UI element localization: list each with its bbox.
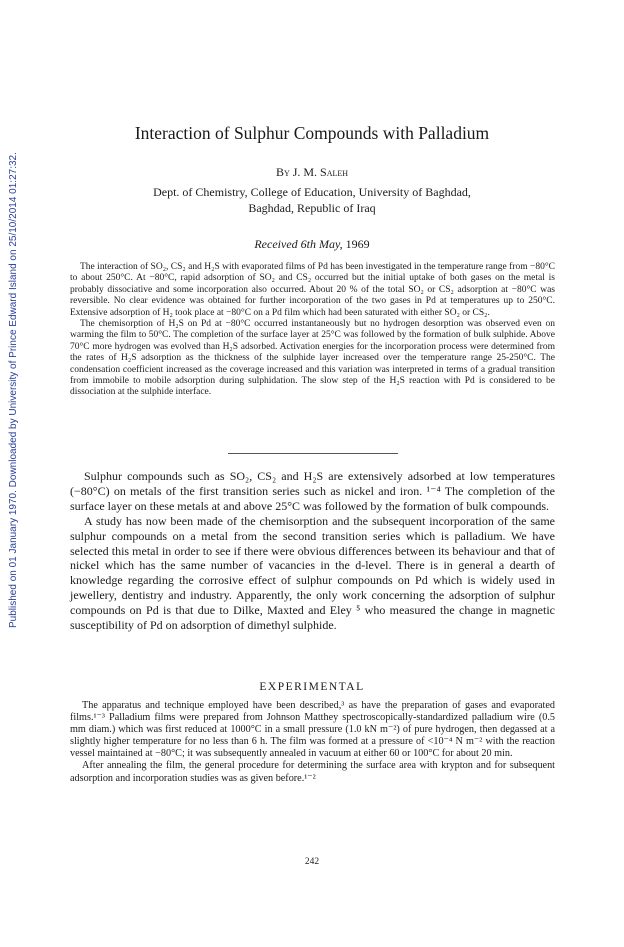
abstract-paragraph-2: The chemisorption of H₂S on Pd at −80°C occurred instantaneously but no hydrogen desorption was observed even on warming the film to 50°C. The completion of the surface layer at 25°C was followed by the formation of bulk sulphide. Above 70°C more hydrogen was evolved than H₂S adsorbed. Activation energies for the incorporation process were determined from the rates of H₂S adsorption as the thickness of the sulphide layer increased over the temperature range 25-250°C. The condensation coefficient increased as the coverage increased and this variation was interpreted in terms of a gradual transition from immobile to mobile adsorption during sulphidation. The slow step of the H₂S reaction with Pd is considered to be dissociation at the sulphide interface.: [70, 319, 555, 398]
page-number: 242: [304, 857, 320, 867]
intro-paragraph-1: Sulphur compounds such as SO₂, CS₂ and H₂S are extensively adsorbed at low temperatures (−80°C) on metals of the first transition series such as nickel and iron. ¹⁻⁴ The completion of the surface layer on these metals at and above 25°C was followed by the formation of bulk compounds.: [70, 469, 555, 513]
section-divider: [228, 453, 398, 454]
abstract: [70, 262, 555, 399]
abstract-paragraph-1: The interaction of SO₂, CS₂ and H₂S with evaporated films of Pd has been investigated in the temperature range from −80°C to about 250°C. At −80°C, rapid adsorption of SO₂ and CS₂ occurred but the initial uptake of both gases on the metal is probably dissociative and some incorporation also occurred. About 20 % of the total SO₂ or CS₂ adsorption at −80°C was reversible. No clear evidence was obtained for further incorporation of the two gases in Pd at temperatures up to 250°C. Extensive adsorption of H₂ took place at −80°C on a Pd film which had been saturated with either SO₂ or CS₂.: [70, 262, 555, 318]
affiliation-line-1: Dept. of Chemistry, College of Education, University of Baghdad,: [153, 185, 471, 199]
author-line: [60, 164, 564, 180]
affiliation: [60, 184, 564, 216]
received-date: [60, 236, 564, 252]
received-label: Received 6th May,: [254, 237, 343, 251]
experimental-paragraph-2: After annealing the film, the general procedure for determining the surface area with krypton and for subsequent adsorption and incorporation studies was as given before.¹⁻²: [70, 760, 555, 784]
author-name: J. M. Saleh: [292, 165, 349, 179]
paper-title: Interaction of Sulphur Compounds with Palladium: [134, 123, 490, 143]
affiliation-line-2: Baghdad, Republic of Iraq: [248, 201, 376, 215]
author-prefix: By: [275, 165, 290, 179]
publication-stamp: Published on 01 January 1970. Downloaded by University of Prince Edward Island on 25/10/2014 01:27:32.: [8, 152, 19, 628]
received-year: 1969: [345, 237, 370, 251]
experimental-heading: EXPERIMENTAL: [259, 681, 365, 693]
introduction: [70, 469, 555, 633]
intro-paragraph-2: A study has now been made of the chemisorption and the subsequent incorporation of the same sulphur compounds on a metal from the second transition series which is palladium. We have selected this metal in order to see if there were obvious differences between its behaviour and that of nickel which has the same number of vacancies in the d-level. There is in general a dearth of knowledge regarding the corrosive effect of sulphur compounds on Pd which is widely used in jewellery, dentistry and industry. Apparently, the only work concerning the adsorption of sulphur compounds on Pd is that due to Dilke, Maxted and Eley ⁵ who measured the change in magnetic susceptibility of Pd on adsorption of dimethyl sulphide.: [70, 513, 555, 633]
experimental-paragraph-1: The apparatus and technique employed have been described,³ as have the preparation of gases and evaporated films.¹⁻³ Palladium films were prepared from Johnson Matthey spectroscopically-standardized palladium wire (0.5 mm diam.) which was first reduced at 1000°C in a small pressure (1.0 kN m⁻²) of pure hydrogen, then degassed at a slightly higher temperature for no less than 6 h. The film was formed at a pressure of <10⁻⁴ N m⁻² with the reaction vessel maintained at −80°C; it was subsequently annealed in vacuum at either 60 or 100°C for about 20 min.: [70, 700, 555, 760]
experimental-section: [70, 700, 555, 785]
